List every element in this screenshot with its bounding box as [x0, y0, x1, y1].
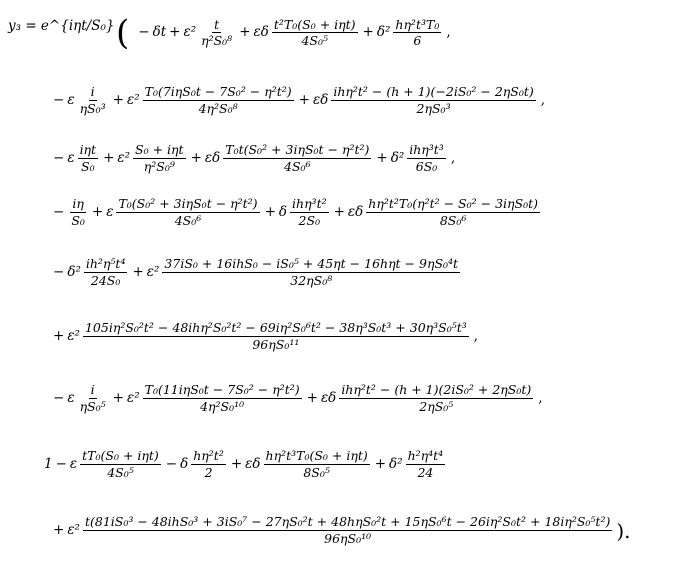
fraction-denominator: 96ηS₀¹⁰ — [324, 530, 372, 546]
fraction — [133, 144, 186, 173]
line-end: , — [540, 91, 546, 108]
fraction — [272, 16, 358, 48]
fraction — [78, 144, 99, 173]
fraction-numerator: tT₀(S₀ + iηt) — [82, 448, 159, 463]
term-coefficient: ε — [67, 389, 75, 406]
term-coefficient: ε² — [67, 521, 80, 538]
fraction-numerator: hη²t² — [193, 448, 224, 463]
fraction-numerator: hη²t²T₀(η²t² − S₀² − 3iηS₀t) — [368, 196, 538, 211]
term-coefficient: ε² — [117, 149, 131, 166]
equation-term — [50, 384, 110, 413]
fraction-denominator: 24S₀ — [90, 272, 121, 288]
equation-term — [110, 86, 296, 115]
fraction-denominator: ηS₀⁵ — [79, 398, 106, 414]
term-coefficient: εδ — [320, 389, 337, 406]
fraction-numerator: t — [214, 16, 220, 32]
term-operator: + — [374, 455, 387, 472]
fraction — [393, 16, 441, 48]
term-coefficient: εδ — [312, 91, 329, 108]
term-operator: + — [264, 203, 276, 220]
equation-line — [50, 322, 481, 351]
fraction-numerator: hη²t³T₀ — [395, 16, 440, 32]
fraction — [366, 198, 540, 227]
term-operator: + — [306, 389, 318, 406]
term-coefficient: δ² — [389, 455, 403, 472]
term-text: δt — [152, 24, 167, 41]
fraction-denominator: 2 — [204, 464, 213, 480]
fraction — [116, 198, 259, 227]
term-operator: + — [376, 149, 388, 166]
equation-term — [129, 258, 462, 287]
equation-term — [50, 516, 614, 545]
fraction-numerator: t(81iS₀³ − 48ihS₀³ + 3iS₀⁷ − 27ηS₀²t + 48hηS₀²t + 15ηS₀⁶t − 26iη²S₀t² + 18iη²S₀⁵t²) — [84, 514, 611, 529]
term-coefficient: δ² — [67, 263, 81, 280]
term-operator: − — [53, 203, 65, 220]
fraction-denominator: 8S₀⁵ — [303, 464, 330, 480]
equation-line — [50, 384, 546, 413]
fraction — [339, 384, 533, 413]
fraction-denominator: 2ηS₀³ — [416, 100, 451, 116]
equation-term — [304, 384, 536, 413]
fraction — [406, 450, 446, 479]
fraction — [78, 384, 108, 413]
fraction-numerator: ihη³t² — [292, 196, 327, 211]
term-operator: + — [239, 24, 251, 41]
fraction-numerator: 105iη²S₀²t² − 48ihη²S₀²t² − 69iη²S₀⁶t² − 38η³S₀t³ + 30η³S₀⁵t³ — [84, 320, 467, 335]
equation-term — [228, 450, 372, 479]
term-coefficient: ε² — [126, 389, 140, 406]
term-coefficient: εδ — [245, 455, 261, 472]
fraction-denominator: 4S₀⁵ — [107, 464, 134, 480]
equation-line — [44, 450, 447, 479]
term-operator: + — [53, 521, 65, 538]
equation-term — [50, 198, 89, 227]
equation-term — [50, 144, 100, 173]
open-paren: ( — [116, 13, 130, 53]
fraction — [407, 144, 446, 173]
fraction-denominator: 6S₀ — [415, 158, 438, 174]
equation-term — [100, 144, 187, 173]
fraction-denominator: η²S₀⁹ — [143, 158, 175, 174]
term-coefficient: ε — [67, 149, 75, 166]
term-operator: − — [53, 91, 65, 108]
fraction-numerator: i — [90, 382, 95, 397]
equation-term — [373, 144, 447, 173]
term-coefficient: ε — [67, 91, 75, 108]
fraction-denominator: 4S₀⁶ — [284, 158, 311, 174]
equation-line — [110, 13, 454, 53]
fraction — [78, 86, 108, 115]
equation-line — [50, 86, 548, 115]
fraction — [290, 198, 329, 227]
fraction — [80, 450, 161, 479]
fraction-numerator: T₀t(S₀² + 3iηS₀t − η²t²) — [225, 142, 370, 157]
fraction-denominator: 2ηS₀⁵ — [419, 398, 454, 414]
fraction-numerator: ihη³t³ — [409, 142, 444, 157]
line-end: , — [446, 24, 451, 41]
term-operator: − — [53, 389, 65, 406]
term-operator: + — [169, 24, 181, 41]
term-operator: − — [53, 149, 65, 166]
term-coefficient: δ — [278, 203, 288, 220]
fraction-numerator: ihη²t² − (h + 1)(−2iS₀² − 2ηS₀t) — [333, 84, 534, 99]
term-coefficient: εδ — [253, 24, 269, 41]
term-coefficient: ε — [106, 203, 114, 220]
fraction-denominator: 4η²S₀¹⁰ — [200, 398, 245, 414]
fraction — [223, 144, 371, 173]
fraction — [83, 516, 612, 545]
equation-term — [50, 258, 129, 287]
equation-term — [372, 450, 447, 479]
fraction-denominator: 8S₀⁶ — [439, 212, 467, 228]
fraction — [84, 258, 128, 287]
fraction-denominator: η²S₀⁸ — [201, 33, 233, 48]
fraction-denominator: 96ηS₀¹¹ — [252, 336, 300, 352]
fraction-numerator: i — [90, 84, 95, 99]
equation-term — [44, 455, 53, 472]
fraction-denominator: ηS₀³ — [79, 100, 106, 116]
term-operator: + — [190, 149, 202, 166]
fraction-numerator: S₀ + iηt — [135, 142, 184, 157]
equation-term — [89, 198, 262, 227]
term-coefficient: δ — [180, 455, 189, 472]
term-operator: + — [91, 203, 104, 220]
equation-term — [166, 16, 236, 48]
term-coefficient: δ² — [390, 149, 405, 166]
fraction-denominator: 4S₀⁵ — [301, 33, 328, 48]
fraction-denominator: 6 — [413, 33, 422, 48]
term-text: 1 — [44, 455, 53, 472]
equation-line — [50, 516, 631, 545]
equation-term — [331, 198, 542, 227]
equation-term — [50, 322, 471, 351]
term-coefficient: ε² — [67, 327, 80, 344]
term-operator: + — [362, 24, 374, 41]
equation-term — [53, 450, 163, 479]
fraction-denominator: 4S₀⁶ — [174, 212, 202, 228]
equation-term — [360, 16, 444, 48]
fraction-numerator: ih²η⁵t⁴ — [85, 256, 126, 271]
line-end: ). — [616, 518, 631, 543]
term-coefficient: ε² — [126, 91, 140, 108]
fraction — [331, 86, 535, 115]
fraction-numerator: iη — [72, 196, 84, 211]
equation-term — [163, 450, 228, 479]
equation-term — [135, 26, 166, 40]
term-operator: + — [112, 389, 124, 406]
equation-line — [50, 258, 462, 287]
fraction-numerator: T₀(11iηS₀t − 7S₀² − η²t²) — [144, 382, 300, 397]
equation-line — [50, 198, 542, 227]
equation-term — [262, 198, 331, 227]
fraction — [69, 198, 87, 227]
line-end: , — [473, 327, 479, 344]
term-operator: + — [298, 91, 310, 108]
equation-term — [188, 144, 374, 173]
term-operator: + — [53, 327, 65, 344]
fraction-denominator: 4η²S₀⁸ — [198, 100, 238, 116]
fraction — [162, 258, 460, 287]
equation-lhs: y₃ = e^{iηt/S₀} — [8, 18, 115, 34]
term-operator: + — [333, 203, 345, 220]
line-end: , — [450, 149, 456, 166]
fraction-denominator: 2S₀ — [298, 212, 321, 228]
fraction — [264, 450, 370, 479]
fraction — [83, 322, 469, 351]
term-coefficient: εδ — [204, 149, 221, 166]
fraction-numerator: hη²t³T₀(S₀ + iηt) — [265, 448, 368, 463]
term-coefficient: δ² — [376, 24, 391, 41]
fraction-denominator: S₀ — [81, 158, 95, 174]
fraction-denominator: 32ηS₀⁸ — [290, 272, 333, 288]
fraction — [191, 450, 226, 479]
equation-lhs-line — [8, 20, 120, 34]
term-operator: + — [132, 263, 144, 280]
fraction-numerator: ihη²t² − (h + 1)(2iS₀² + 2ηS₀t) — [341, 382, 532, 397]
term-operator: + — [103, 149, 115, 166]
term-operator: − — [53, 263, 65, 280]
term-operator: − — [138, 24, 150, 41]
fraction-numerator: 37iS₀ + 16ihS₀ − iS₀⁵ + 45ηt − 16hηt − 9ηS₀⁴t — [164, 256, 459, 271]
term-operator: − — [55, 455, 67, 472]
equation-line — [50, 144, 458, 173]
term-coefficient: ε² — [146, 263, 160, 280]
equation-term — [236, 16, 359, 48]
fraction-denominator: S₀ — [71, 212, 85, 228]
term-coefficient: ε — [69, 455, 78, 472]
fraction-numerator: T₀(7iηS₀t − 7S₀² − η²t²) — [144, 84, 292, 99]
term-operator: − — [165, 455, 178, 472]
equation-term — [296, 86, 538, 115]
fraction-numerator: t²T₀(S₀ + iηt) — [273, 16, 356, 32]
term-coefficient: ε² — [183, 24, 197, 41]
fraction-numerator: iηt — [79, 142, 97, 157]
equation-term — [50, 86, 110, 115]
term-coefficient: εδ — [347, 203, 364, 220]
fraction-denominator: 24 — [417, 464, 434, 480]
fraction-numerator: h²η⁴t⁴ — [407, 448, 444, 463]
term-operator: + — [112, 91, 124, 108]
fraction — [199, 16, 234, 48]
fraction — [143, 86, 294, 115]
fraction-numerator: T₀(S₀² + 3iηS₀t − η²t²) — [118, 196, 258, 211]
fraction — [143, 384, 302, 413]
equation-term — [110, 384, 304, 413]
line-end: , — [538, 389, 543, 406]
term-operator: + — [230, 455, 243, 472]
